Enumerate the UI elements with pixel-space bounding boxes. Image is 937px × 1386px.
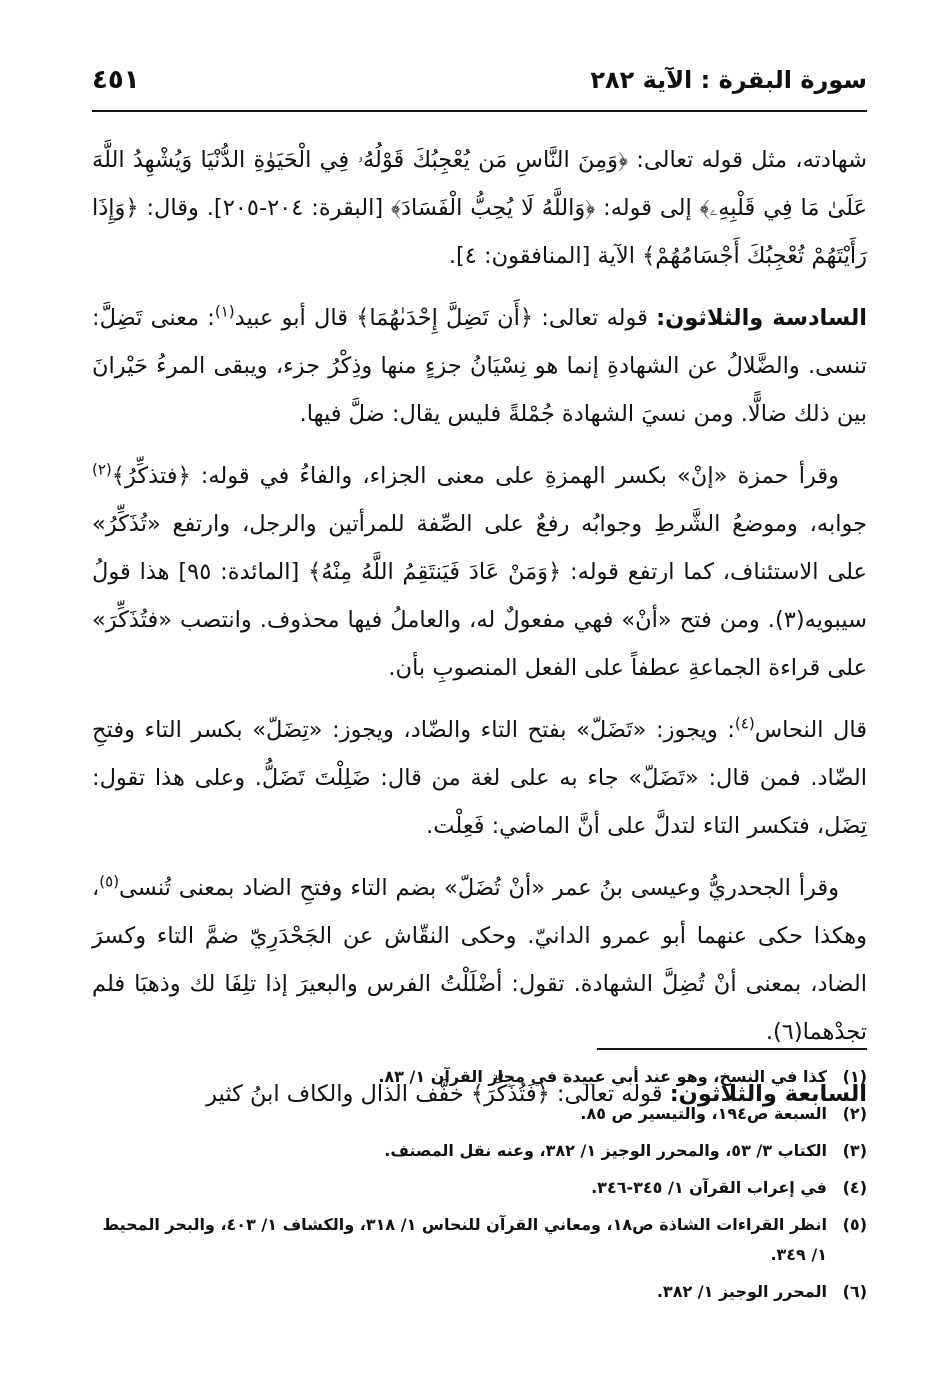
- footnote-number: (٥): [842, 1215, 867, 1234]
- footnote-number: (١): [842, 1067, 867, 1086]
- footnote-text: المحرر الوجيز ١/ ٣٨٢.: [656, 1282, 827, 1301]
- paragraph-text: وقرأ الجحدريُّ وعيسى بنُ عمر «أنْ تُضَلّ» بضم التاء وفتحِ الضاد بمعنى تُنسى: [119, 875, 839, 901]
- paragraph: [92, 864, 867, 1056]
- paragraph-text: شهادته، مثل قوله تعالى: ﴿وَمِنَ النَّاسِ مَن يُعْجِبُكَ قَوْلُهُۥ فِي الْحَيَوٰةِ الدُّنْيَا وَيُشْهِدُ اللَّهَ عَلَىٰ مَا فِي قَلْبِهِۦ﴾ إلى قوله: ﴿وَاللَّهُ لَا يُحِبُّ الْفَسَادَ﴾ [البقرة: ٢٠٤-٢٠٥]. وقال: ﴿وَإِذَا رَأَيْتَهُمْ تُعْجِبُكَ أَجْسَامُهُمْ﴾ الآية [المنافقون: ٤].: [92, 147, 867, 269]
- section-heading: السابعة والثلاثون:: [669, 1081, 867, 1107]
- paragraph-text: قال النحاس: [754, 717, 867, 743]
- footnote-divider: [597, 1048, 867, 1050]
- footnote: [92, 1173, 867, 1203]
- paragraph-text-cont: ، وهكذا حكى عنهما أبو عمرو الدانيّ. وحكى النقّاش عن الجَحْدَرِيّ ضمَّ التاء وكسرَ الضاد، بمعنى أنْ تُضِلَّ الشهادة. تقول: أضْلَلْتُ الفرس والبعيرَ إذا تلِفَا لك وذهبَا فلم تجدْهما(٦).: [92, 875, 867, 1045]
- footnote-number: (٤): [842, 1178, 867, 1197]
- footnote: [92, 1099, 867, 1129]
- header-rule: [92, 110, 867, 112]
- footnote: [92, 1062, 867, 1092]
- section-heading: السادسة والثلاثون:: [656, 305, 868, 331]
- footnote-ref: (٢): [92, 460, 112, 479]
- surah-verse-title: سورة البقرة : الآية ٢٨٢: [590, 66, 867, 94]
- footnote-text: كذا في النسخ، وهو عند أبي عبيدة في مجاز القرآن ١/ ٨٣.: [378, 1067, 827, 1086]
- page-number: ٤٥١: [92, 65, 140, 95]
- paragraph: [92, 452, 867, 692]
- footnote: [92, 1210, 867, 1270]
- main-text: [92, 136, 867, 1132]
- paragraph-text: قوله تعالى: ﴿أَن تَضِلَّ إِحْدَىٰهُمَا﴾ قال أبو عبيد: [234, 305, 657, 331]
- footnote-number: (٣): [842, 1141, 867, 1160]
- running-header: [92, 60, 867, 100]
- footnote-ref: (٤): [734, 714, 755, 733]
- paragraph: [92, 294, 867, 438]
- paragraph-text: وقرأ حمزة «إنْ» بكسر الهمزةِ على معنى الجزاء، والفاءُ في قوله: ﴿فتذكِّرُ﴾: [111, 463, 839, 489]
- paragraph: [92, 136, 867, 280]
- paragraph-text-cont: : معنى تَضِلَّ: تنسى. والضَّلالُ عن الشهادةِ إنما هو نِسْيَانُ جزءٍ منها وذِكْرُ جزء، ويبقى المرءُ حَيْرانَ بين ذلك ضالًّا. ومن نسيَ الشهادة جُمْلةً فليس يقال: ضلَّ فيها.: [92, 305, 867, 427]
- footnotes: [92, 1062, 867, 1314]
- paragraph-text-cont: جوابه، وموضعُ الشَّرطِ وجوابُه رفعٌ على الصِّفة للمرأتين والرجل، وارتفع «تُذَكِّرُ» على الاستئناف، كما ارتفع قوله: ﴿وَمَنْ عَادَ فَيَنتَقِمُ اللَّهُ مِنْهُ﴾ [المائدة: ٩٥] هذا قولُ سيبويه(٣). ومن فتح «أنْ» فهي مفعولٌ له، والعاملُ فيها محذوف. وانتصب «فتُذَكِّرَ» على قراءة الجماعةِ عطفاً على الفعل المنصوبِ بأن.: [92, 511, 867, 681]
- paragraph-text-cont: : ويجوز: «تَضَلّ» بفتح التاء والضّاد، ويجوز: «تِضَلّ» بكسر التاء وفتحِ الضّاد. فمن قال: «تَضَلّ» جاء به على لغة من قال: ضَلِلْتَ تَضَلُّ. وعلى هذا تقول: تِضَل، فتكسر التاء لتدلَّ على أنَّ الماضي: فَعِلْت.: [92, 717, 867, 839]
- footnote-number: (٢): [842, 1104, 867, 1123]
- paragraph-text: قوله تعالى: ﴿فَتُذَكِّرَ﴾ خفَّف الذال والكاف ابنُ كثير: [206, 1081, 670, 1107]
- footnote-ref: (١): [214, 302, 235, 321]
- paragraph: [92, 706, 867, 850]
- footnote-ref: (٥): [99, 872, 120, 891]
- footnote-text: السبعة ص١٩٤، والتيسير ص ٨٥.: [580, 1104, 827, 1123]
- footnote-text: الكتاب ٣/ ٥٣، والمحرر الوجيز ١/ ٣٨٢، وعنه نقل المصنف.: [384, 1141, 827, 1160]
- footnote-text: في إعراب القرآن ١/ ٣٤٥-٣٤٦.: [591, 1178, 827, 1197]
- footnote: [92, 1136, 867, 1166]
- footnote-text: انظر القراءات الشاذة ص١٨، ومعاني القرآن للنحاس ١/ ٣١٨، والكشاف ١/ ٤٠٣، والبحر المحيط ١/ ٣٤٩.: [102, 1215, 827, 1264]
- footnote-number: (٦): [842, 1282, 867, 1301]
- footnote: [92, 1277, 867, 1307]
